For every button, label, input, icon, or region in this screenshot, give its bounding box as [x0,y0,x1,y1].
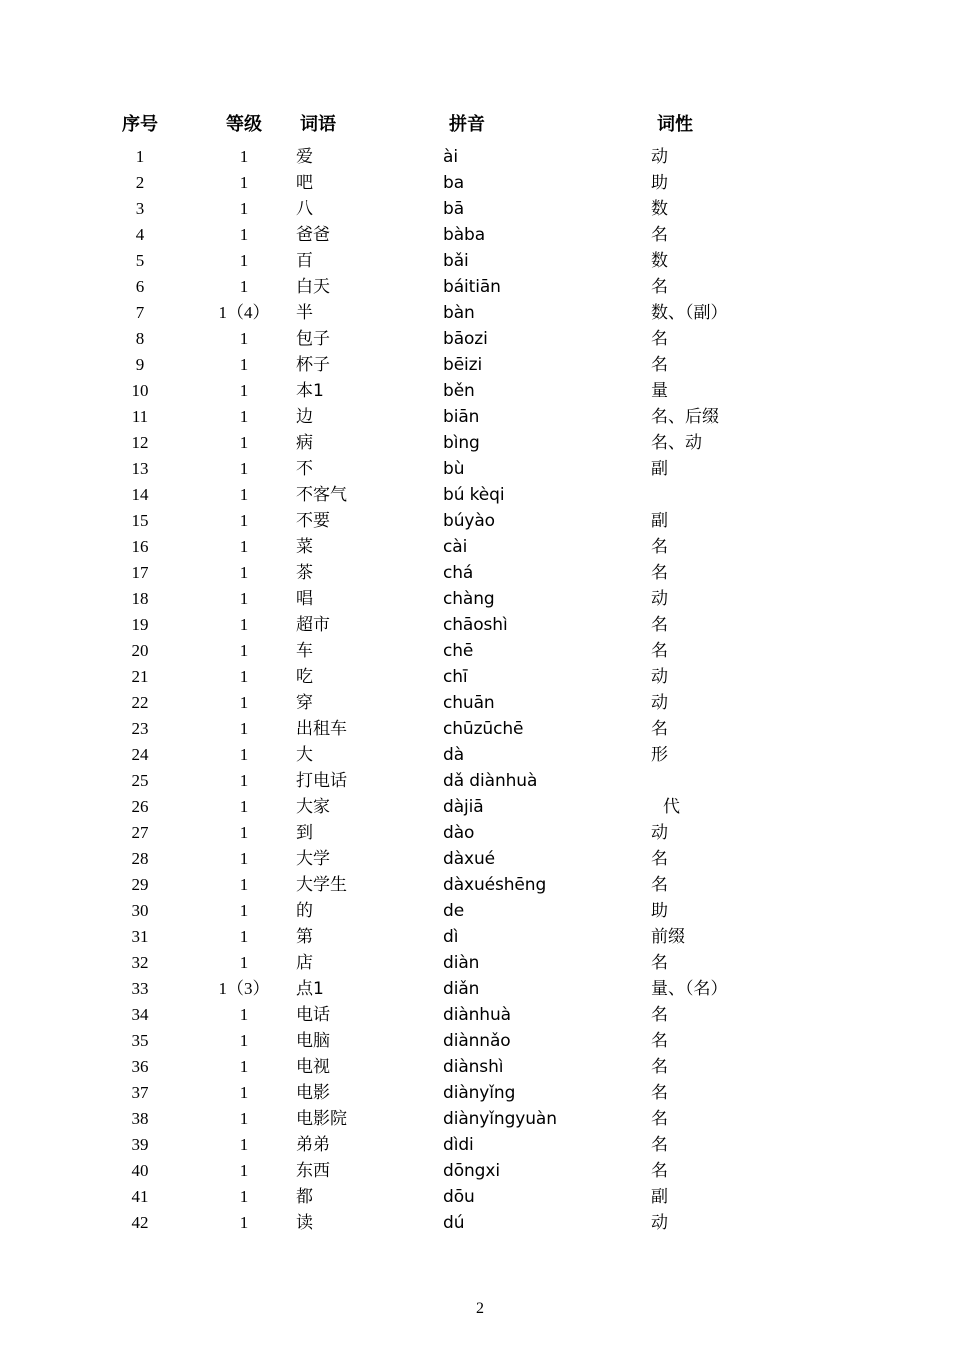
page-number: 2 [476,1300,484,1317]
table-row [88,274,878,300]
table-row [88,1132,878,1158]
cell-level: 1（3） [218,979,270,998]
cell-pos: 名 [651,719,668,739]
cell-word: 吧 [296,173,313,193]
cell-index: 32 [131,953,149,972]
cell-word: 大家 [296,797,330,817]
cell-index: 35 [131,1031,149,1050]
cell-level: 1 [239,849,249,868]
cell-word: 半 [296,303,313,323]
table-row [88,1210,878,1236]
cell-pos: 名 [651,277,668,297]
cell-pinyin: dǎ diànhuà [443,771,538,791]
table-row [88,768,878,794]
table-row [88,1028,878,1054]
cell-word: 病 [296,433,313,453]
cell-index: 17 [131,563,149,582]
cell-index: 3 [135,199,145,218]
cell-level: 1 [239,1135,249,1154]
cell-level: 1 [239,329,249,348]
cell-pinyin: chá [443,563,474,583]
cell-word: 弟弟 [296,1135,330,1155]
table-row [88,1184,878,1210]
cell-level: 1 [239,1031,249,1050]
cell-pinyin: dà [443,745,465,765]
cell-index: 30 [131,901,149,920]
table-row [88,352,878,378]
cell-word: 茶 [296,563,313,583]
cell-word: 出租车 [296,719,347,739]
cell-index: 41 [131,1187,149,1206]
cell-level: 1 [239,459,249,478]
cell-index: 8 [135,329,145,348]
cell-pinyin: bǎi [443,251,469,271]
cell-index: 27 [131,823,149,842]
cell-index: 29 [131,875,149,894]
table-row [88,898,878,924]
cell-level: 1 [239,1005,249,1024]
cell-word: 读 [296,1213,313,1233]
cell-word: 吃 [296,667,313,687]
cell-level: 1 [239,927,249,946]
cell-pos [651,482,878,508]
cell-index: 20 [131,641,149,660]
cell-index: 1 [135,147,145,166]
cell-index: 10 [131,381,149,400]
cell-pos: 名 [651,1135,668,1155]
cell-level: 1 [239,537,249,556]
cell-word: 白天 [296,277,330,297]
cell-level: 1 [239,485,249,504]
cell-level: 1 [239,225,249,244]
cell-pos: 量 [651,381,668,401]
cell-pinyin: chī [443,667,468,687]
cell-word: 八 [296,199,313,219]
cell-index: 2 [135,173,145,192]
cell-pinyin: bìng [443,433,480,453]
cell-word: 到 [296,823,313,843]
table-row [88,456,878,482]
cell-pinyin: báitiān [443,277,501,297]
cell-index: 38 [131,1109,149,1128]
table-row [88,1054,878,1080]
cell-pinyin: chūzūchē [443,719,524,739]
cell-index: 9 [135,355,145,374]
cell-level: 1 [239,745,249,764]
cell-pos: 动 [651,693,668,713]
cell-word: 杯子 [296,355,330,375]
cell-pos: 动 [651,823,668,843]
cell-pinyin: dì [443,927,459,947]
cell-pos: 名 [651,1057,668,1077]
cell-pos: 名 [651,537,668,557]
cell-index: 23 [131,719,149,738]
cell-level: 1 [239,823,249,842]
cell-index: 42 [131,1213,149,1232]
cell-level: 1 [239,511,249,530]
column-header-pos: 词性 [657,114,693,135]
cell-level: 1（4） [218,303,270,322]
cell-index: 13 [131,459,149,478]
cell-level: 1 [239,797,249,816]
cell-pinyin: diànyǐng [443,1083,516,1103]
cell-level: 1 [239,1083,249,1102]
cell-pinyin: bú kèqi [443,485,505,505]
cell-word: 电脑 [296,1031,330,1051]
cell-word: 爱 [296,147,313,167]
cell-pos: 名 [651,1083,668,1103]
table-row [88,1002,878,1028]
cell-index: 40 [131,1161,149,1180]
cell-pos: 动 [651,1213,668,1233]
cell-index: 19 [131,615,149,634]
cell-level: 1 [239,1161,249,1180]
cell-pos: 副 [651,459,668,479]
cell-level: 1 [239,355,249,374]
table-row [88,742,878,768]
table-row [88,378,878,404]
cell-level: 1 [239,641,249,660]
table-row [88,508,878,534]
cell-pinyin: bàba [443,225,486,245]
cell-level: 1 [239,771,249,790]
cell-pinyin: biān [443,407,480,427]
table-row [88,976,878,1002]
cell-word: 电影 [296,1083,330,1103]
cell-pinyin: dōngxi [443,1161,500,1181]
cell-word: 电视 [296,1057,330,1077]
table-row [88,300,878,326]
table-row [88,144,878,170]
cell-pos: 名 [651,615,668,635]
cell-pinyin: ba [443,173,465,193]
cell-level: 1 [239,407,249,426]
cell-level: 1 [239,277,249,296]
cell-pos: 副 [651,1187,668,1207]
cell-pos: 数 [651,199,668,219]
table-row [88,924,878,950]
table-row [88,586,878,612]
cell-pos: 动 [651,147,668,167]
cell-pinyin: chāoshì [443,615,508,635]
table-header-row [88,112,878,144]
column-header-pinyin: 拼音 [449,114,485,135]
cell-index: 31 [131,927,149,946]
cell-pinyin: dàxuéshēng [443,875,547,895]
cell-pos: 助 [651,901,668,921]
cell-word: 东西 [296,1161,330,1181]
cell-word: 店 [296,953,313,973]
table-row [88,248,878,274]
table-row [88,1080,878,1106]
table-row [88,534,878,560]
cell-pos: 名 [651,355,668,375]
vocabulary-table [88,112,878,1236]
cell-pos: 动 [651,589,668,609]
cell-index: 12 [131,433,149,452]
cell-index: 34 [131,1005,149,1024]
cell-pos: 名 [651,329,668,349]
cell-pinyin: diànyǐngyuàn [443,1109,557,1129]
cell-level: 1 [239,1109,249,1128]
cell-index: 25 [131,771,149,790]
table-row [88,482,878,508]
cell-word: 电话 [296,1005,330,1025]
cell-pos: 数、（副） [651,303,728,323]
cell-index: 36 [131,1057,149,1076]
cell-pos: 助 [651,173,668,193]
cell-level: 1 [239,381,249,400]
column-header-word: 词语 [300,114,336,135]
cell-index: 22 [131,693,149,712]
cell-pinyin: chàng [443,589,495,609]
cell-word: 第 [296,927,313,947]
table-row [88,664,878,690]
cell-index: 24 [131,745,149,764]
cell-level: 1 [239,953,249,972]
cell-pinyin: cài [443,537,468,557]
cell-pinyin: de [443,901,465,921]
cell-pinyin: diànshì [443,1057,504,1077]
cell-word: 不客气 [296,485,347,505]
cell-pos: 数 [651,251,668,271]
table-row [88,846,878,872]
cell-index: 37 [131,1083,149,1102]
cell-pinyin: dào [443,823,475,843]
table-row [88,716,878,742]
cell-level: 1 [239,199,249,218]
cell-word: 包子 [296,329,330,349]
table-body [88,144,878,1236]
cell-index: 7 [135,303,145,322]
cell-pinyin: chē [443,641,474,661]
table-header [88,112,878,144]
cell-word: 车 [296,641,313,661]
cell-level: 1 [239,615,249,634]
cell-index: 18 [131,589,149,608]
cell-pos: 名 [651,1161,668,1181]
table-row [88,820,878,846]
cell-word: 边 [296,407,313,427]
cell-level: 1 [239,901,249,920]
cell-pinyin: bā [443,199,465,219]
cell-pos: 名 [651,953,668,973]
cell-level: 1 [239,1213,249,1232]
table-row [88,612,878,638]
table-row [88,170,878,196]
table-row [88,326,878,352]
table-row [88,222,878,248]
cell-pinyin: bēizi [443,355,483,375]
cell-pos: 名 [651,1109,668,1129]
cell-word: 的 [296,901,313,921]
table-row [88,404,878,430]
cell-index: 39 [131,1135,149,1154]
cell-word: 打电话 [296,771,347,791]
cell-pinyin: bàn [443,303,475,323]
cell-word: 大学生 [296,875,347,895]
table-row [88,872,878,898]
cell-word: 超市 [296,615,330,635]
cell-pinyin: chuān [443,693,495,713]
table-row [88,794,878,820]
cell-level: 1 [239,147,249,166]
cell-word: 唱 [296,589,313,609]
cell-pos: 动 [651,667,668,687]
cell-index: 14 [131,485,149,504]
cell-level: 1 [239,251,249,270]
cell-pos: 名 [651,849,668,869]
cell-level: 1 [239,667,249,686]
cell-index: 28 [131,849,149,868]
table-row [88,430,878,456]
cell-pos: 量、（名） [651,979,728,999]
cell-word: 不 [296,459,313,479]
cell-word: 点1 [296,979,324,999]
column-header-level: 等级 [226,114,262,135]
cell-pinyin: búyào [443,511,495,531]
cell-word: 都 [296,1187,313,1207]
cell-index: 15 [131,511,149,530]
cell-pinyin: dàjiā [443,797,484,817]
cell-index: 16 [131,537,149,556]
cell-word: 电影院 [296,1109,347,1129]
cell-pinyin: bāozi [443,329,488,349]
cell-word: 爸爸 [296,225,330,245]
cell-word: 本1 [296,381,324,401]
cell-pinyin: dōu [443,1187,475,1207]
cell-pos: 名、动 [651,433,702,453]
cell-level: 1 [239,875,249,894]
cell-index: 6 [135,277,145,296]
cell-pinyin: běn [443,381,475,401]
table-row [88,950,878,976]
cell-pinyin: dàxué [443,849,496,869]
cell-pos: 名 [651,1031,668,1051]
cell-pos [651,768,878,794]
cell-pos: 代 [663,797,680,817]
table-row [88,638,878,664]
cell-word: 大 [296,745,313,765]
cell-level: 1 [239,693,249,712]
cell-pinyin: ài [443,147,458,167]
cell-pos: 名 [651,1005,668,1025]
cell-index: 11 [131,407,149,426]
cell-pinyin: dú [443,1213,465,1233]
cell-pinyin: diàn [443,953,480,973]
table-row [88,1158,878,1184]
cell-index: 4 [135,225,145,244]
cell-pinyin: diànnǎo [443,1031,511,1051]
cell-pinyin: bù [443,459,465,479]
cell-index: 33 [131,979,149,998]
table-row [88,690,878,716]
cell-pos: 名 [651,563,668,583]
table-row [88,560,878,586]
cell-word: 百 [296,251,313,271]
cell-level: 1 [239,1057,249,1076]
cell-word: 不要 [296,511,330,531]
cell-index: 5 [135,251,145,270]
cell-pos: 前缀 [651,927,685,947]
cell-index: 21 [131,667,149,686]
cell-level: 1 [239,173,249,192]
cell-pos: 形 [651,745,668,765]
cell-index: 26 [131,797,149,816]
cell-pinyin: diànhuà [443,1005,511,1025]
table-row [88,1106,878,1132]
cell-word: 菜 [296,537,313,557]
column-header-index: 序号 [122,114,158,135]
cell-word: 大学 [296,849,330,869]
cell-pos: 名、后缀 [651,407,719,427]
cell-pos: 名 [651,641,668,661]
cell-level: 1 [239,1187,249,1206]
cell-level: 1 [239,563,249,582]
cell-pos: 名 [651,875,668,895]
table-row [88,196,878,222]
cell-level: 1 [239,433,249,452]
cell-level: 1 [239,719,249,738]
cell-pos: 名 [651,225,668,245]
cell-level: 1 [239,589,249,608]
cell-pinyin: dìdi [443,1135,474,1155]
cell-word: 穿 [296,693,313,713]
cell-pinyin: diǎn [443,979,480,999]
cell-pos: 副 [651,511,668,531]
